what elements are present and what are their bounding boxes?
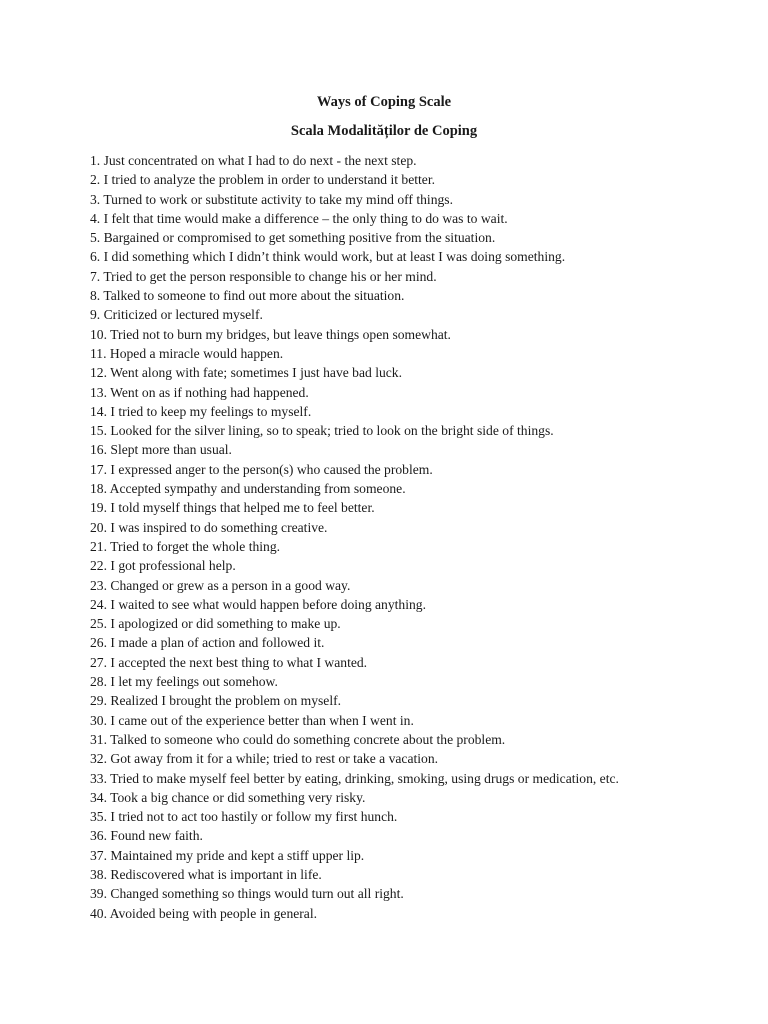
list-item: 30. I came out of the experience better than when I went in. bbox=[90, 712, 414, 728]
list-item: 16. Slept more than usual. bbox=[90, 442, 232, 458]
list-item: 26. I made a plan of action and followed it. bbox=[90, 635, 325, 651]
coping-items-list bbox=[90, 151, 760, 923]
list-item: 27. I accepted the next best thing to what I wanted. bbox=[90, 654, 368, 670]
document-subtitle: Scala Modalităților de Coping bbox=[290, 123, 478, 139]
list-item: 14. I tried to keep my feelings to myself. bbox=[90, 403, 312, 419]
list-item: 18. Accepted sympathy and understanding from someone. bbox=[90, 481, 406, 497]
list-item: 3. Turned to work or substitute activity to take my mind off things. bbox=[90, 191, 453, 207]
list-item: 23. Changed or grew as a person in a good way. bbox=[90, 577, 351, 593]
list-item: 7. Tried to get the person responsible to change his or her mind. bbox=[90, 268, 437, 284]
list-item: 29. Realized I brought the problem on myself. bbox=[90, 693, 342, 709]
list-item: 9. Criticized or lectured myself. bbox=[90, 307, 263, 323]
list-item: 20. I was inspired to do something creative. bbox=[90, 519, 328, 535]
list-item: 40. Avoided being with people in general. bbox=[90, 905, 318, 921]
list-item: 4. I felt that time would make a difference – the only thing to do was to wait. bbox=[90, 210, 508, 226]
list-item: 32. Got away from it for a while; tried to rest or take a vacation. bbox=[90, 751, 439, 767]
list-item: 31. Talked to someone who could do something concrete about the problem. bbox=[90, 731, 506, 747]
list-item: 34. Took a big chance or did something very risky. bbox=[90, 789, 366, 805]
list-item: 19. I told myself things that helped me to feel better. bbox=[90, 500, 375, 516]
list-item: 25. I apologized or did something to make up. bbox=[90, 616, 341, 632]
list-item: 38. Rediscovered what is important in life. bbox=[90, 866, 322, 882]
list-item: 2. I tried to analyze the problem in order to understand it better. bbox=[90, 172, 436, 188]
list-item: 15. Looked for the silver lining, so to speak; tried to look on the bright side of things. bbox=[90, 423, 554, 439]
list-item: 33. Tried to make myself feel better by eating, drinking, smoking, using drugs or medication, etc. bbox=[90, 770, 619, 786]
list-item: 11. Hoped a miracle would happen. bbox=[90, 345, 284, 361]
list-item: 24. I waited to see what would happen before doing anything. bbox=[90, 596, 426, 612]
list-item: 21. Tried to forget the whole thing. bbox=[90, 538, 281, 554]
list-item: 28. I let my feelings out somehow. bbox=[90, 674, 278, 690]
list-item: 10. Tried not to burn my bridges, but leave things open somewhat. bbox=[90, 326, 451, 342]
document-title: Ways of Coping Scale bbox=[316, 94, 452, 110]
list-item: 13. Went on as if nothing had happened. bbox=[90, 384, 309, 400]
list-item: 6. I did something which I didn’t think would work, but at least I was doing something. bbox=[90, 249, 566, 265]
list-item: 35. I tried not to act too hastily or follow my first hunch. bbox=[90, 809, 398, 825]
list-item: 5. Bargained or compromised to get something positive from the situation. bbox=[90, 230, 496, 246]
list-item: 1. Just concentrated on what I had to do next - the next step. bbox=[90, 153, 417, 168]
list-item: 22. I got professional help. bbox=[90, 558, 236, 574]
list-item: 12. Went along with fate; sometimes I just have bad luck. bbox=[90, 365, 402, 381]
list-item: 36. Found new faith. bbox=[90, 828, 203, 844]
list-item: 39. Changed something so things would turn out all right. bbox=[90, 886, 404, 902]
list-item: 37. Maintained my pride and kept a stiff upper lip. bbox=[90, 847, 365, 863]
list-item: 17. I expressed anger to the person(s) who caused the problem. bbox=[90, 461, 433, 477]
list-item: 8. Talked to someone to find out more about the situation. bbox=[90, 288, 405, 304]
